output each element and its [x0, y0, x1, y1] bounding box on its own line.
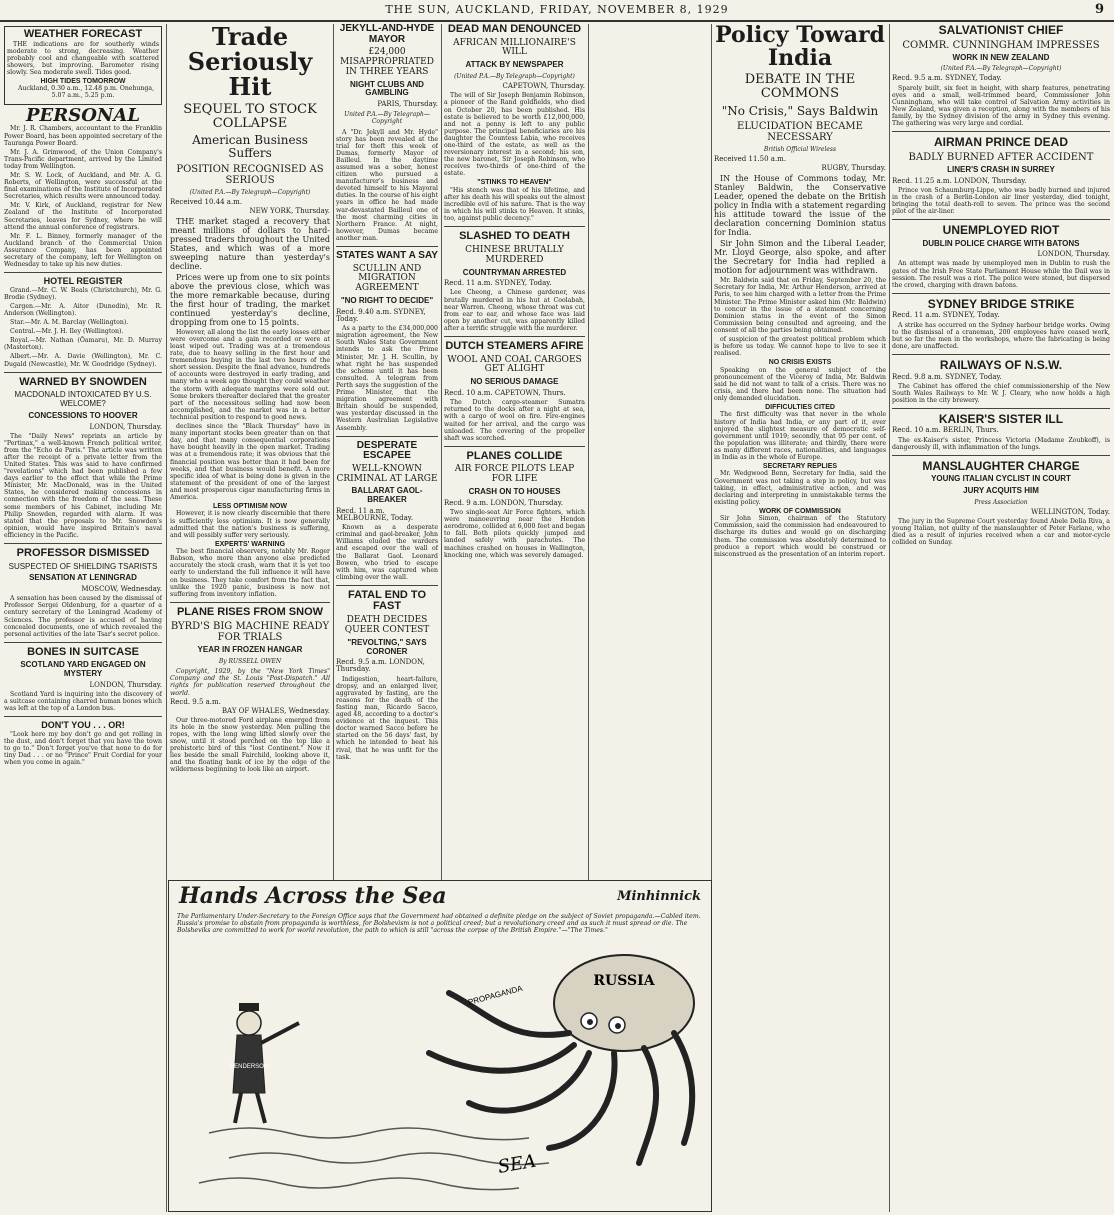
airman-body: Prince von Schaumburg-Lippe, who was badly burned and injured in the crash of a Berlin-London air liner yesterday, died tonight, bringing the total death-roll to seven. The prince was the second pilot of the air-liner. [892, 186, 1110, 215]
kaiser-body: The ex-Kaiser's sister, Princess Victoria (Madame Zoubkoff), is dangerously ill, with inflammation of the lungs. [892, 436, 1110, 451]
manslaughter-dateline: WELLINGTON, Today. [1031, 508, 1110, 517]
secretary-heading: SECRETARY REPLIES [762, 463, 838, 471]
salvation-subheading-2: WORK IN NEW ZEALAND [952, 52, 1050, 62]
india-body: Mr. Baldwin said that on Friday, September 20, the Secretary for India, Mr. Arthur Henderson, arrived at Paris, to see him charged with a letter from the Prime Minister. The Prime Minister asked him (Mr. Baldwin) to concur in the issue of a statement concerning Dominion status in the event of the Simon Commission being consulted and agreeing, and the consent of all the parties being obtained. [714, 277, 886, 334]
snowden-dateline: LONDON, Thursday. [89, 422, 162, 431]
dead-man-dateline: CAPETOWN, Thursday. [502, 82, 585, 91]
states-body: As a party to the £34,000,000 migration agreement, the New South Wales State Government intends to ask the Prime Minister, Mr. J. H. Scullin, by what right he has suspended the scheme until it has been consulted. A telegram from Perth says the suggestion of the Prime Minister, that the migration agreement with Britain should be suspended, was yesterday discussed in the Western Australian Legislative Assembly. [336, 325, 438, 432]
planes-body: Two single-seat Air Force fighters, which were manoeuvring near the Hendon aerodrome, collided at 6,000 feet and began to fall. Both pilots quickly jumped and landed safely with parachutes. The machines crashed on houses in Wallington, knocking one, which was severely damaged. [444, 509, 585, 559]
sea-label: SEA [496, 1150, 538, 1178]
experts-heading: EXPERTS' WARNING [214, 540, 286, 548]
henderson-arm [261, 1023, 299, 1043]
dead-man-body: The will of Sir Joseph Benjamin Robinson, a pioneer of the Rand goldfields, who died on October 20, has been published. His estate is believed to be worth £12,000,000, and not a penny is left to any public purpose. The principal beneficiaries are his daughter the Countess Labia, who receives one-third of the estate, as well as the reversionary interest in a second; his son, the new baronet, Sir Joseph Robinson, who receives two-thirds of one-third of the estate. [444, 92, 585, 178]
commission-heading: WORK OF COMMISSION [759, 507, 841, 515]
difficulties-heading: DIFFICULTIES CITED [765, 404, 835, 412]
jekyll-subheading-2: NIGHT CLUBS AND GAMBLING [350, 79, 424, 98]
manslaughter-heading: MANSLAUGHTER CHARGE [922, 458, 1080, 473]
india-received: Received 11.50 a.m. [714, 155, 787, 164]
trade-credit: (United P.A.—By Telegraph—Copyright) [189, 188, 311, 196]
dead-man-subheading-2: ATTACK BY NEWSPAPER [465, 60, 564, 70]
bridge-body: A strike has occurred on the Sydney harbour bridge works. Owing to the dismissal of a craneman, 200 employees have ceased work, but so far the men in the workshops, where the fabricating is being done, are unaffected. [892, 321, 1110, 350]
less-optimism-body: However, it is now clearly discernible that there is sufficiently less optimism. It is now generally admitted that the nation's business is suffering, and will possibly suffer very seriously. [170, 510, 330, 539]
no-crisis-heading: NO CRISIS EXISTS [768, 359, 832, 367]
states-dateline: Recd. 9.40 a.m. SYDNEY, Today. [336, 308, 426, 324]
escapee-heading: DESPERATE ESCAPEE [356, 439, 418, 462]
railways-body: The Cabinet has offered the chief commissionership of the New South Wales Railways to Mr. W. J. Cleary, who now holds a high position in the city brewery. [892, 382, 1110, 404]
personal-item: Mr. F. L. Binney, formerly manager of the Auckland branch of the Commercial Union Assurance Company, has been appointed secretary of the company, left for Wellington on Wednesday to take up his new duties. [4, 232, 162, 269]
secretary-body: Mr. Wedgwood Benn, Secretary for India, said the Government was not taking a step in policy, but was taking, in effect, administrative action, and was declaring and interpreting in unmistakable terms the existing policy. [714, 470, 886, 506]
column-rule [889, 24, 890, 1212]
henderson-head [237, 1011, 261, 1035]
hotel-item: Cargen.—Mr. A. Aitor (Dunedin), Mr. R. Anderson (Wellington). [4, 302, 162, 317]
cartoon [168, 880, 712, 1212]
escapee-subheading-2: BALLARAT GAOL-BREAKER [351, 486, 423, 505]
cartoon-title: Hands Across the Sea [179, 883, 447, 909]
bridge-dateline: Recd. 11 a.m. SYDNEY, Today. [892, 311, 1000, 320]
trade-subheading-2: American Business Suffers [192, 133, 308, 161]
states-heading: STATES WANT A SAY [336, 250, 438, 262]
bridge-heading: SYDNEY BRIDGE STRIKE [927, 296, 1075, 311]
bones-dateline: LONDON, Thursday. [89, 680, 162, 689]
plane-dateline: BAY OF WHALES, Wednesday. [221, 706, 330, 715]
sea-wave [209, 1128, 529, 1140]
airman-subheading: BADLY BURNED AFTER ACCIDENT [908, 151, 1094, 163]
airman-heading: AIRMAN PRINCE DEAD [933, 135, 1068, 150]
india-lead: IN the House of Commons today, Mr. Stanley Baldwin, the Conservative Leader, opened the debate on the British policy in India with a statement regarding his attitude toward the issue of the declaration concerning Dominion status for India. [714, 174, 886, 238]
dutch-dateline: Recd. 10 a.m. CAPETOWN, Thurs. [444, 389, 566, 398]
manslaughter-credit: Press Association [974, 498, 1028, 506]
india-subheading-2: "No Crisis," Says Baldwin [721, 103, 879, 118]
plane-body: Our three-motored Ford airplane emerged from its hole in the snow yesterday. Men pulling the ropes, with the long wing lifted slowly over the snow, until it stood perched on the top like a prehistoric bird of this "lost Continent." Now it lies beside the small Fairchild, looking above it, and the floating bank of ice by the edge of the wilderness beginning to look like an airport. [170, 716, 330, 774]
no-crisis-body: Speaking on the general subject of the pronouncement of the Viceroy of India, Mr. Baldwin said he did not want to talk of a crisis. There was no crisis, and there had been none. The situation had only demanded elucidation. [714, 366, 886, 402]
dead-man-heading: DEAD MAN DENOUNCED [447, 24, 582, 35]
personal-item: Mr. J. A. Grimwood, of the Union Company's Trans-Pacific department, arrived by the Limited today from Wellington. [4, 148, 162, 170]
plane-heading: PLANE RISES FROM SNOW [176, 605, 324, 618]
trade-received: Received 10.44 a.m. [170, 197, 243, 206]
slashed-body: Lee Cheong, a Chinese gardener, was brutally murdered in his hut at Coolabah, near Warren. Cheong, whose throat was cut from ear to ear, and whose face was laid open by another cut, was apparently killed after a terrific struggle with the murderer. [444, 289, 585, 332]
snowden-heading: WARNED BY SNOWDEN [19, 375, 147, 388]
plane-subheading: BYRD'S BIG MACHINE READY FOR TRIALS [170, 621, 330, 644]
riot-subheading: DUBLIN POLICE CHARGE WITH BATONS [922, 238, 1080, 248]
professor-body: A sensation has been caused by the dismissal of Professor Sergei Oldenburg, for a quarter of a century secretary of the Leningrad Academy of Sciences. The professor is accused of having concealed documents, one of which revealed the personal activities of the late Tsar's secret police. [4, 595, 162, 638]
slashed-subheading-2: COUNTRYMAN ARRESTED [462, 267, 567, 277]
planes-heading: PLANES COLLIDE [466, 449, 563, 462]
dead-man-credit: (United P.A.—By Telegraph—Copyright) [454, 73, 575, 81]
tentacle [674, 1033, 692, 1143]
column-5 [714, 24, 886, 1212]
trade-lead: THE market staged a recovery that meant millions of dollars to hard-pressed traders throughout the United States, and which was of a more sweeping nature than yesterday's decline. [170, 216, 330, 271]
kaiser-heading: KAISER'S SISTER ILL [938, 411, 1064, 426]
manslaughter-body: The jury in the Supreme Court yesterday found Abele Della Riva, a young Italian, not guilty of the manslaughter of Peter Farlane, who died as a result of injuries received when a car and motor-cycle collided on Sunday. [892, 518, 1110, 547]
jekyll-dateline: PARIS, Thursday. [377, 100, 438, 109]
fatal-subheading: DEATH DECIDES QUEER CONTEST [344, 615, 430, 635]
india-dateline: RUGBY, Thursday. [821, 164, 886, 173]
henderson-leg [257, 1093, 265, 1123]
riot-heading: UNEMPLOYED RIOT [942, 223, 1060, 237]
stinks-heading: "STINKS TO HEAVEN" [477, 179, 552, 187]
weather-forecast [4, 26, 162, 105]
cartoon-caption: The Parliamentary Under-Secretary to the Foreign Office says that the Government had obtained a definite pledge on the subject of Soviet propaganda.—Cabled item. Russia's promise to abstain from propaganda is worthless, for Bolshevism is not a political creed; but a revolutionary creed and as such it must spread or die. The Bolsheviks are committed to work for world revolution, the path to which is still "across the corpse of the British Empire."—"The Times." [177, 913, 701, 934]
octopus-pupil [615, 1023, 621, 1029]
india-para: Sir John Simon and the Liberal Leader, Mr. Lloyd George, also spoke, and after the Secretary for India had replied a motion for adjournment was withdrawn. [714, 239, 886, 276]
trade-dateline: NEW YORK, Thursday. [249, 206, 330, 215]
hotel-heading: HOTEL REGISTER [43, 276, 123, 287]
dutch-heading: DUTCH STEAMERS AFIRE [445, 340, 584, 353]
hotel-item: Star.—Mr. A. M. Barclay (Wellington). [10, 319, 129, 327]
dutch-subheading: WOOL AND COAL CARGOES GET ALIGHT [447, 354, 582, 375]
cartoon-drawing [169, 933, 709, 1209]
salvation-credit: (United P.A.—By Telegraph—Copyright) [940, 65, 1062, 73]
experts-body: The best financial observers, notably Mr. Roger Babson, who more than anyone else predicted accurately the stock crash, warn that it is yet too early to understand the full influence it will have on business. They take comfort from the fact that, unlike the 1920 panic, business is now not suffering from inventory inflation. [170, 548, 330, 598]
tentacle-label: PROPAGANDA [467, 983, 524, 1007]
dead-man-subheading: AFRICAN MILLIONAIRE'S WILL [453, 37, 576, 58]
plane-byline: By RUSSELL OWEN [218, 658, 282, 666]
india-subheading: DEBATE IN THE COMMONS [744, 72, 856, 102]
trade-body-b: declines since the "Black Thursday" have in many important stocks been greater than on that day, and that many consequential corporations have bought heavily in the open market. Trading was at a tremendous rate; it was obvious that the financial position was better than it had been for weeks, and that business would benefit. A more specific idea of what is being done is given in the statement of the president of one of the largest and most prosperous cigar manufacturing firms in America. [170, 423, 330, 501]
octopus-pupil [587, 1019, 593, 1025]
bones-subheading: SCOTLAND YARD ENGAGED ON MYSTERY [20, 660, 146, 679]
india-credit: British Official Wireless [763, 145, 837, 153]
india-subheading-3: ELUCIDATION BECAME NECESSARY [737, 120, 863, 143]
jekyll-credit: United P.A.—By Telegraph—Copyright [344, 111, 430, 126]
sea-wave [199, 1178, 519, 1190]
dutch-body: The Dutch cargo-steamer Sumatra returned to the docks after a night at sea, with a cargo of wool on fire. Fire-engines waited for her arrival, and the cargo was unloaded. The covering of the propeller shaft was scorched. [444, 399, 585, 442]
tentacle [639, 1048, 656, 1163]
tentacle [469, 1053, 589, 1111]
trade-para: Prices were up from one to six points above the previous close, which was the more remarkable because, during the first hour of trading, the market continued yesterday's decline, dropping from one to 15 points. [170, 272, 330, 327]
escapee-body: Known as a desperate criminal and gaol-breaker, John Williams eluded the warders and escaped over the wall of the Ballarat Gaol. Leonard Bowen, who tried to escape with him, was captured when climbing over the wall. [336, 524, 438, 581]
trade-body: However, all along the list the early losses either were overcome and a gain recorded or were at least wiped out. Trading was at a tremendous rate, due to heavy selling in the first hour and tremendous buying in the last two hours of the short session. Despite the final advance, hundreds of accounts were destroyed in early trading, and many who a week ago thought they could weather the storm with adequate margins were sold out. Some brokers thereafter declared that the greater part of the necessitous selling had now been accomplished, and the market was in a better technical position to respond to good news. [170, 328, 330, 421]
masthead [0, 0, 1114, 22]
henderson-label: HENDERSON [229, 1064, 269, 1070]
escapee-subheading: WELL-KNOWN CRIMINAL AT LARGE [336, 463, 438, 484]
plane-received: Recd. 9.5 a.m. [170, 697, 221, 706]
dutch-subheading-2: NO SERIOUS DAMAGE [470, 377, 559, 387]
snowden-subheading-2: CONCESSIONS TO HOOVER [28, 410, 138, 420]
fatal-dateline: Recd. 9.5 a.m. LONDON, Thursday. [336, 658, 425, 674]
slashed-subheading: CHINESE BRUTALLY MURDERED [465, 244, 564, 265]
fatal-subheading-2: "REVOLTING," SAYS CORONER [347, 637, 427, 656]
henderson-leg [235, 1093, 241, 1123]
column-6 [892, 24, 1110, 1212]
column-1 [4, 24, 162, 1212]
trade-headline: Trade Seriously Hit [187, 24, 313, 102]
personal-item: Mr. J. R. Chambers, accountant to the Franklin Power Board, has been appointed secretary of the Tauranga Power Board. [4, 125, 162, 147]
airman-dateline: Recd. 11.25 a.m. LONDON, Thursday. [892, 176, 1027, 185]
weather-heading: WEATHER FORECAST [23, 28, 143, 40]
india-body-b: of suspicion of the greatest political problem which is before us today. We cannot hope to live to see it realised. [714, 336, 886, 358]
railways-heading: RAILWAYS OF N.S.W. [939, 357, 1063, 372]
manslaughter-subheading: YOUNG ITALIAN CYCLIST IN COURT [931, 474, 1071, 484]
bones-body: Scotland Yard is inquiring into the discovery of a suitcase containing charred human bones which was left at the top of a London bus. [4, 691, 162, 713]
riot-body: An attempt was made by unemployed men in Dublin to rush the gates of the Irish Free State Parliament House while the Dail was in session. The result was a riot. The police were stoned, but dispersed the crowd, charging with drawn batons. [892, 260, 1110, 289]
salvation-body: Sparely built, six feet in height, with sharp features, penetrating eyes and a small, well-trimmed beard, Commissioner John Cunningham, who will take control of Salvation Army activities in New Zealand, was given a reception, along with the members of his family, by the Sydney division of the army in Sydney this evening. The gathering was very large and cordial. [892, 84, 1110, 128]
hotel-item: Central.—Mr. J. H. Iley (Wellington). [10, 328, 124, 336]
personal-item: Mr. S. W. Lock, of Auckland, and Mr. A. G. Roberts, of Wellington, were successful at the final examinations of the Institute of Incorporated Secretaries, which results were announced today. [4, 172, 162, 201]
column-rule [166, 24, 167, 1212]
manslaughter-subheading-2: JURY ACQUITS HIM [963, 486, 1039, 496]
cartoon-artist: Minhinnick [617, 889, 701, 904]
kaiser-dateline: Recd. 10 a.m. BERLIN, Thurs. [892, 426, 999, 435]
states-subheading-2: "NO RIGHT TO DECIDE" [340, 296, 434, 306]
india-headline: Policy Toward India [715, 24, 885, 72]
snowden-subheading: MACDONALD INTOXICATED BY U.S. WELCOME? [14, 390, 152, 408]
hotel-item: Royal.—Mr. Nathan (Ōamaru), Mr. D. Murray (Masterton). [4, 337, 162, 352]
professor-heading: PROFESSOR DISMISSED [16, 547, 150, 560]
slashed-heading: SLASHED TO DEATH [459, 230, 570, 243]
planes-subheading: AIR FORCE PILOTS LEAP FOR LIFE [454, 464, 575, 485]
professor-dateline: MOSCOW, Wednesday. [81, 585, 162, 594]
professor-subheading-2: SENSATION AT LENINGRAD [29, 573, 137, 583]
jekyll-body: A "Dr. Jekyll and Mr. Hyde" story has been revealed at the trial for theft this week of Dumas, formerly Mayor of Bailleul. In the daytime assumed was a sober, honest citizen who pursued a manufacturer's business and devoted himself to his Mayoral duties. In the course of his eight years in office he had made war-devastated Bailleul one of the most charming cities in Northern France. At night, however, Dumas became another man. [336, 128, 438, 242]
bones-heading: BONES IN SUITCASE [27, 645, 139, 658]
hotel-item: Grand.—Mr. C. W. Beals (Christchurch), Mr. G. Brodie (Sydney). [4, 286, 162, 301]
personal-heading: PERSONAL [26, 104, 140, 126]
dont-heading: DON'T YOU . . . OR! [41, 720, 125, 731]
henderson-hat [239, 1003, 259, 1011]
escapee-dateline: Recd. 11 a.m. MELBOURNE, Today. [336, 506, 414, 523]
less-optimism-heading: LESS OPTIMISM NOW [213, 503, 287, 511]
trade-subheading: SEQUEL TO STOCK COLLAPSE [183, 101, 317, 131]
riot-dateline: LONDON, Thursday. [1037, 250, 1110, 259]
personal-item: Mr. V. Kirk, of Auckland, registrar for New Zealand of the Institute of Incorporated Secretaries, leaves for Sydney, where he will attend the annual conference of registrars. [4, 202, 162, 231]
stinks-body: "His stench was that of his lifetime, and after his death his will speaks out the almost incredible evil of his nature. That is the way in which his will stinks to Heaven. It stinks, too, against public decency." [444, 186, 585, 223]
jekyll-subheading: £24,000 MISAPPROPRIATED IN THREE YEARS [340, 47, 434, 77]
salvation-heading: SALVATIONIST CHIEF [938, 24, 1064, 37]
page-number: 9 [1094, 2, 1104, 17]
fatal-body: Indigestion, heart-failure, dropsy, and an enlarged liver, aggravated by fasting, are the reasons for the death of the fasting man, Ricardo Sacco, aged 48, according to a doctor's evidence at the inquest. This doctor warned Sacco before he started on the 56 days' fast, by which he intended to beat his rival, that he was unfit for the task. [336, 675, 438, 761]
masthead-title: THE SUN, AUCKLAND, FRIDAY, NOVEMBER 8, 1929 [385, 3, 729, 16]
salvation-subheading: COMMR. CUNNINGHAM IMPRESSES [902, 39, 1100, 51]
commission-body: Sir John Simon, chairman of the Statutory Commission, said the commission had endeavoured to discharge its duties and would go on discharging them. The commission was absolutely determined to produce a report which would be construed or misconstrued as the presentation of an interim report. [714, 515, 886, 558]
trade-subheading-3: POSITION RECOGNISED AS SERIOUS [176, 163, 324, 186]
planes-subheading-2: CRASH ON TO HOUSES [468, 487, 561, 497]
jekyll-heading: JEKYLL-AND-HYDE MAYOR [339, 24, 435, 45]
plane-credit: Copyright, 1929, by the "New York Times" Company and the St. Louis "Post-Dispatch." All rights for publication reserved throughout the world. [170, 668, 330, 697]
planes-dateline: Recd. 9 a.m. LONDON, Thursday. [444, 498, 563, 507]
dont-body: "Look here my boy don't go and get rolling in the dust, and don't forget that you have the town to go to." Don't forget you've that none to do for tiny Dad . . . or no "Prince" Fruit Cordial for your when you come in again." [4, 730, 162, 767]
tentacle [429, 1045, 574, 1071]
tides-heading: HIGH TIDES TOMORROW [40, 78, 126, 86]
hotel-item: Albert.—Mr. A. Davie (Wellington), Mr. C. Dugald (Newcastle), Mr. W. Goodridge (Sydney). [4, 353, 162, 368]
slashed-dateline: Recd. 11 a.m. SYDNEY, Today. [444, 279, 552, 288]
salvation-dateline: Recd. 9.5 a.m. SYDNEY, Today. [892, 74, 1002, 83]
difficulties-body: The first difficulty was that never in the whole history of India had India, or any part of it, ever enjoyed the slightest measure of democratic self-government until 1919; secondly, that 95 per cent. of the population was illiterate; and thirdly, there were as many different races, nationalities, and languages in India as in the whole of Europe. [714, 411, 886, 461]
professor-subheading: SUSPECTED OF SHIELDING TSARISTS [8, 561, 158, 571]
weather-body: THE indications are for southerly winds moderate to strong, decreasing. Weather probably cool and changeable with scattered showers, but improving. Barometer rising slowly. Sea moderate swell. Tides good. [7, 40, 159, 76]
snowden-body: The "Daily News" reprints an article by "Pertinax," a well-known French political writer, from the "Echo de Paris." The article was written after the receipt of a private letter from the United States. This was said to have confirmed "revelations" which had been published a few days earlier to the effect that while the Prime Minister, Mr. MacDonald, was in the United States, he considered making concessions in connection with the freedom of the seas. These some members of his Cabinet, including Mr. Philip Snowden, regarded with alarm. It was stated that the proposals to Mr. Snowden's opinion, would have inspired Britain's naval efficiency in the Pacific. [4, 432, 162, 539]
fatal-heading: FATAL END TO FAST [347, 588, 427, 613]
plane-subheading-2: YEAR IN FROZEN HANGAR [197, 645, 303, 655]
railways-dateline: Recd. 9.8 a.m. SYDNEY, Today. [892, 372, 1002, 381]
airman-subheading-2: LINER'S CRASH IN SURREY [947, 164, 1055, 174]
states-subheading: SCULLIN AND MIGRATION AGREEMENT [352, 263, 422, 294]
tides-body: Auckland, 0.30 a.m., 12.48 p.m. Onehunga, 5.07 a.m., 5.25 p.m. [17, 85, 155, 100]
octopus-label: RUSSIA [593, 973, 655, 989]
